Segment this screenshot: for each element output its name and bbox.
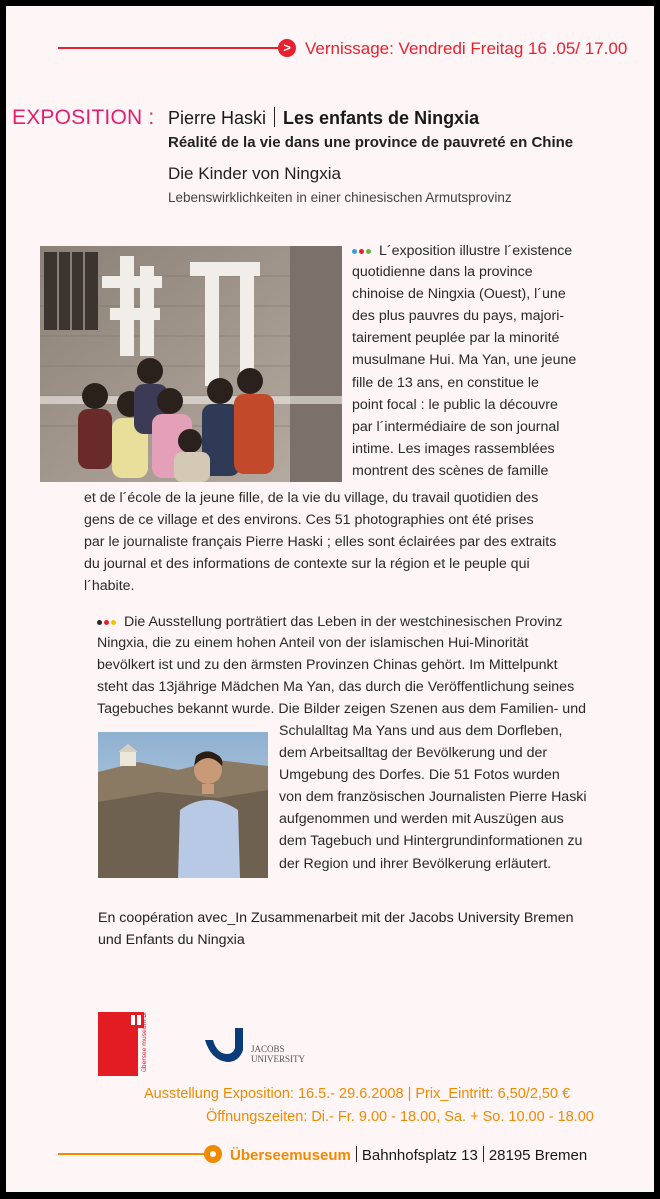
text-fr-line-5: musulmane Hui. Ma Yan, une jeune — [352, 352, 577, 369]
text-fr-line-12: gens de ce village et des environs. Ces 51 photographies ont été prises — [84, 512, 534, 529]
bullet-dots-icon — [97, 610, 118, 632]
author-name: Pierre Haski — [168, 108, 267, 128]
text-fr-line-14: du journal et des informations de contexte sur la région et le peuple qui — [84, 556, 530, 573]
cooperation-line-1: und Enfants du Ningxia — [98, 932, 245, 948]
haski-photo-image — [98, 732, 268, 878]
haski-photo — [98, 732, 268, 878]
children-photo-image — [40, 246, 342, 482]
text-fr-line-6: fille de 13 ans, en constitue le — [352, 374, 539, 391]
text-fr-line-1: quotidienne dans la province — [352, 264, 533, 281]
text-fr-line-0: L´exposition illustre l´existence — [352, 239, 576, 261]
text-de-column — [279, 720, 587, 875]
ueberseemuseum-logo-image — [98, 1012, 158, 1076]
text-de-line-7: Umgebung des Dorfes. Die 51 Fotos wurden — [279, 767, 560, 784]
text-de-line-2: bevölkert ist und zu den ärmsten Provinzen Chinas gehört. Im Mittelpunkt — [97, 657, 558, 674]
opening-hours: Öffnungszeiten: Di.- Fr. 9.00 - 18.00, Sa. + So. 10.00 - 18.00 — [206, 1109, 594, 1125]
text-fr-full — [84, 487, 556, 597]
text-fr-line-13: par le journaliste français Pierre Haski ; elles sont éclairées par des extraits — [84, 534, 557, 551]
flyer-page — [6, 6, 654, 1192]
header-rule — [58, 47, 280, 49]
footer-address — [230, 1146, 587, 1164]
text-fr-line-3: des plus pauvres du pays, majori- — [352, 308, 565, 325]
text-fr-line-8: par l´intermédiaire de son journal — [352, 418, 560, 435]
text-fr-column — [352, 239, 576, 482]
text-de-full — [97, 610, 586, 720]
street-address: Bahnhofsplatz 13 — [361, 1147, 478, 1164]
children-photo — [40, 246, 342, 482]
text-de-line-9: aufgenommen und werden mit Auszügen aus — [279, 811, 564, 828]
text-de-line-6: dem Arbeitsalltag der Bevölkerung und der — [279, 745, 548, 762]
title-fr: Les enfants de Ningxia — [283, 108, 480, 128]
svg-text:übersee museum bremen: übersee museum bremen — [141, 1012, 148, 1072]
arrow-right-circle-icon: > — [278, 39, 296, 57]
footer-divider — [356, 1146, 357, 1162]
text-de-line-10: dem Tagebuch und Hintergrundinformationen zu — [279, 833, 583, 850]
vernissage-text: Vernissage: Vendredi Freitag 16 .05/ 17.00 — [305, 39, 628, 58]
text-fr-line-7: point focal : le public la découvre — [352, 396, 558, 413]
orange-circle-icon — [204, 1145, 222, 1163]
city-address: 28195 Bremen — [488, 1147, 588, 1164]
jacobs-university-logo — [203, 1024, 323, 1068]
text-fr-line-4: tairement peuplée par la minorité — [352, 330, 560, 347]
cooperation-text — [98, 907, 574, 951]
jacobs-university-logo-image — [203, 1024, 323, 1068]
text-fr-line-9: intime. Les images rassemblées — [352, 440, 555, 457]
exhibition-dates: Ausstellung Exposition: 16.5.- 29.6.2008 | Prix_Eintritt: 6,50/2,50 € — [144, 1086, 571, 1102]
text-fr-line-2: chinoise de Ningxia (Ouest), l´une — [352, 286, 566, 303]
title-de: Die Kinder von Ningxia — [168, 164, 341, 183]
text-fr-line-15: l´habite. — [84, 578, 135, 595]
svg-text:JACOBS: JACOBS — [251, 1044, 285, 1054]
museum-name: Überseemuseum — [230, 1147, 351, 1164]
text-de-line-5: Schulalltag Ma Yans und aus dem Dorfleben, — [279, 723, 563, 739]
exhibition-title — [168, 107, 479, 129]
footer-divider — [483, 1146, 484, 1162]
subtitle-de: Lebenswirklichkeiten in einer chinesischen Armutsprovinz — [168, 190, 512, 205]
text-de-line-0: Die Ausstellung porträtiert das Leben in der westchinesischen Provinz — [97, 610, 586, 632]
footer-rule — [58, 1153, 206, 1155]
svg-text:UNIVERSITY: UNIVERSITY — [251, 1054, 305, 1064]
subtitle-fr: Réalité de la vie dans une province de pauvreté en Chine — [168, 134, 574, 151]
title-divider — [274, 107, 275, 127]
text-fr-line-10: montrent des scènes de famille — [352, 462, 549, 479]
text-de-line-4: Tagebuches bekannt wurde. Die Bilder zeigen Szenen aus dem Familien- und — [97, 701, 586, 718]
text-fr-line-11: et de l´école de la jeune fille, de la vie du village, du travail quotidien des — [84, 490, 539, 506]
text-de-line-11: der Region und ihrer Bevölkerung erläutert. — [279, 855, 552, 872]
exposition-label: EXPOSITION : — [12, 106, 155, 129]
text-de-line-1: Ningxia, die zu einem hohen Anteil von der islamischen Hui-Minorität — [97, 635, 529, 652]
cooperation-line-0: En coopération avec_In Zusammenarbeit mit der Jacobs University Bremen — [98, 910, 574, 926]
text-de-line-3: steht das 13jährige Mädchen Ma Yan, das durch die Veröffentlichung seines — [97, 679, 575, 696]
text-de-line-8: von dem französischen Journalisten Pierre Haski — [279, 789, 587, 806]
ueberseemuseum-logo — [98, 1012, 158, 1076]
bullet-dots-icon — [352, 239, 373, 261]
